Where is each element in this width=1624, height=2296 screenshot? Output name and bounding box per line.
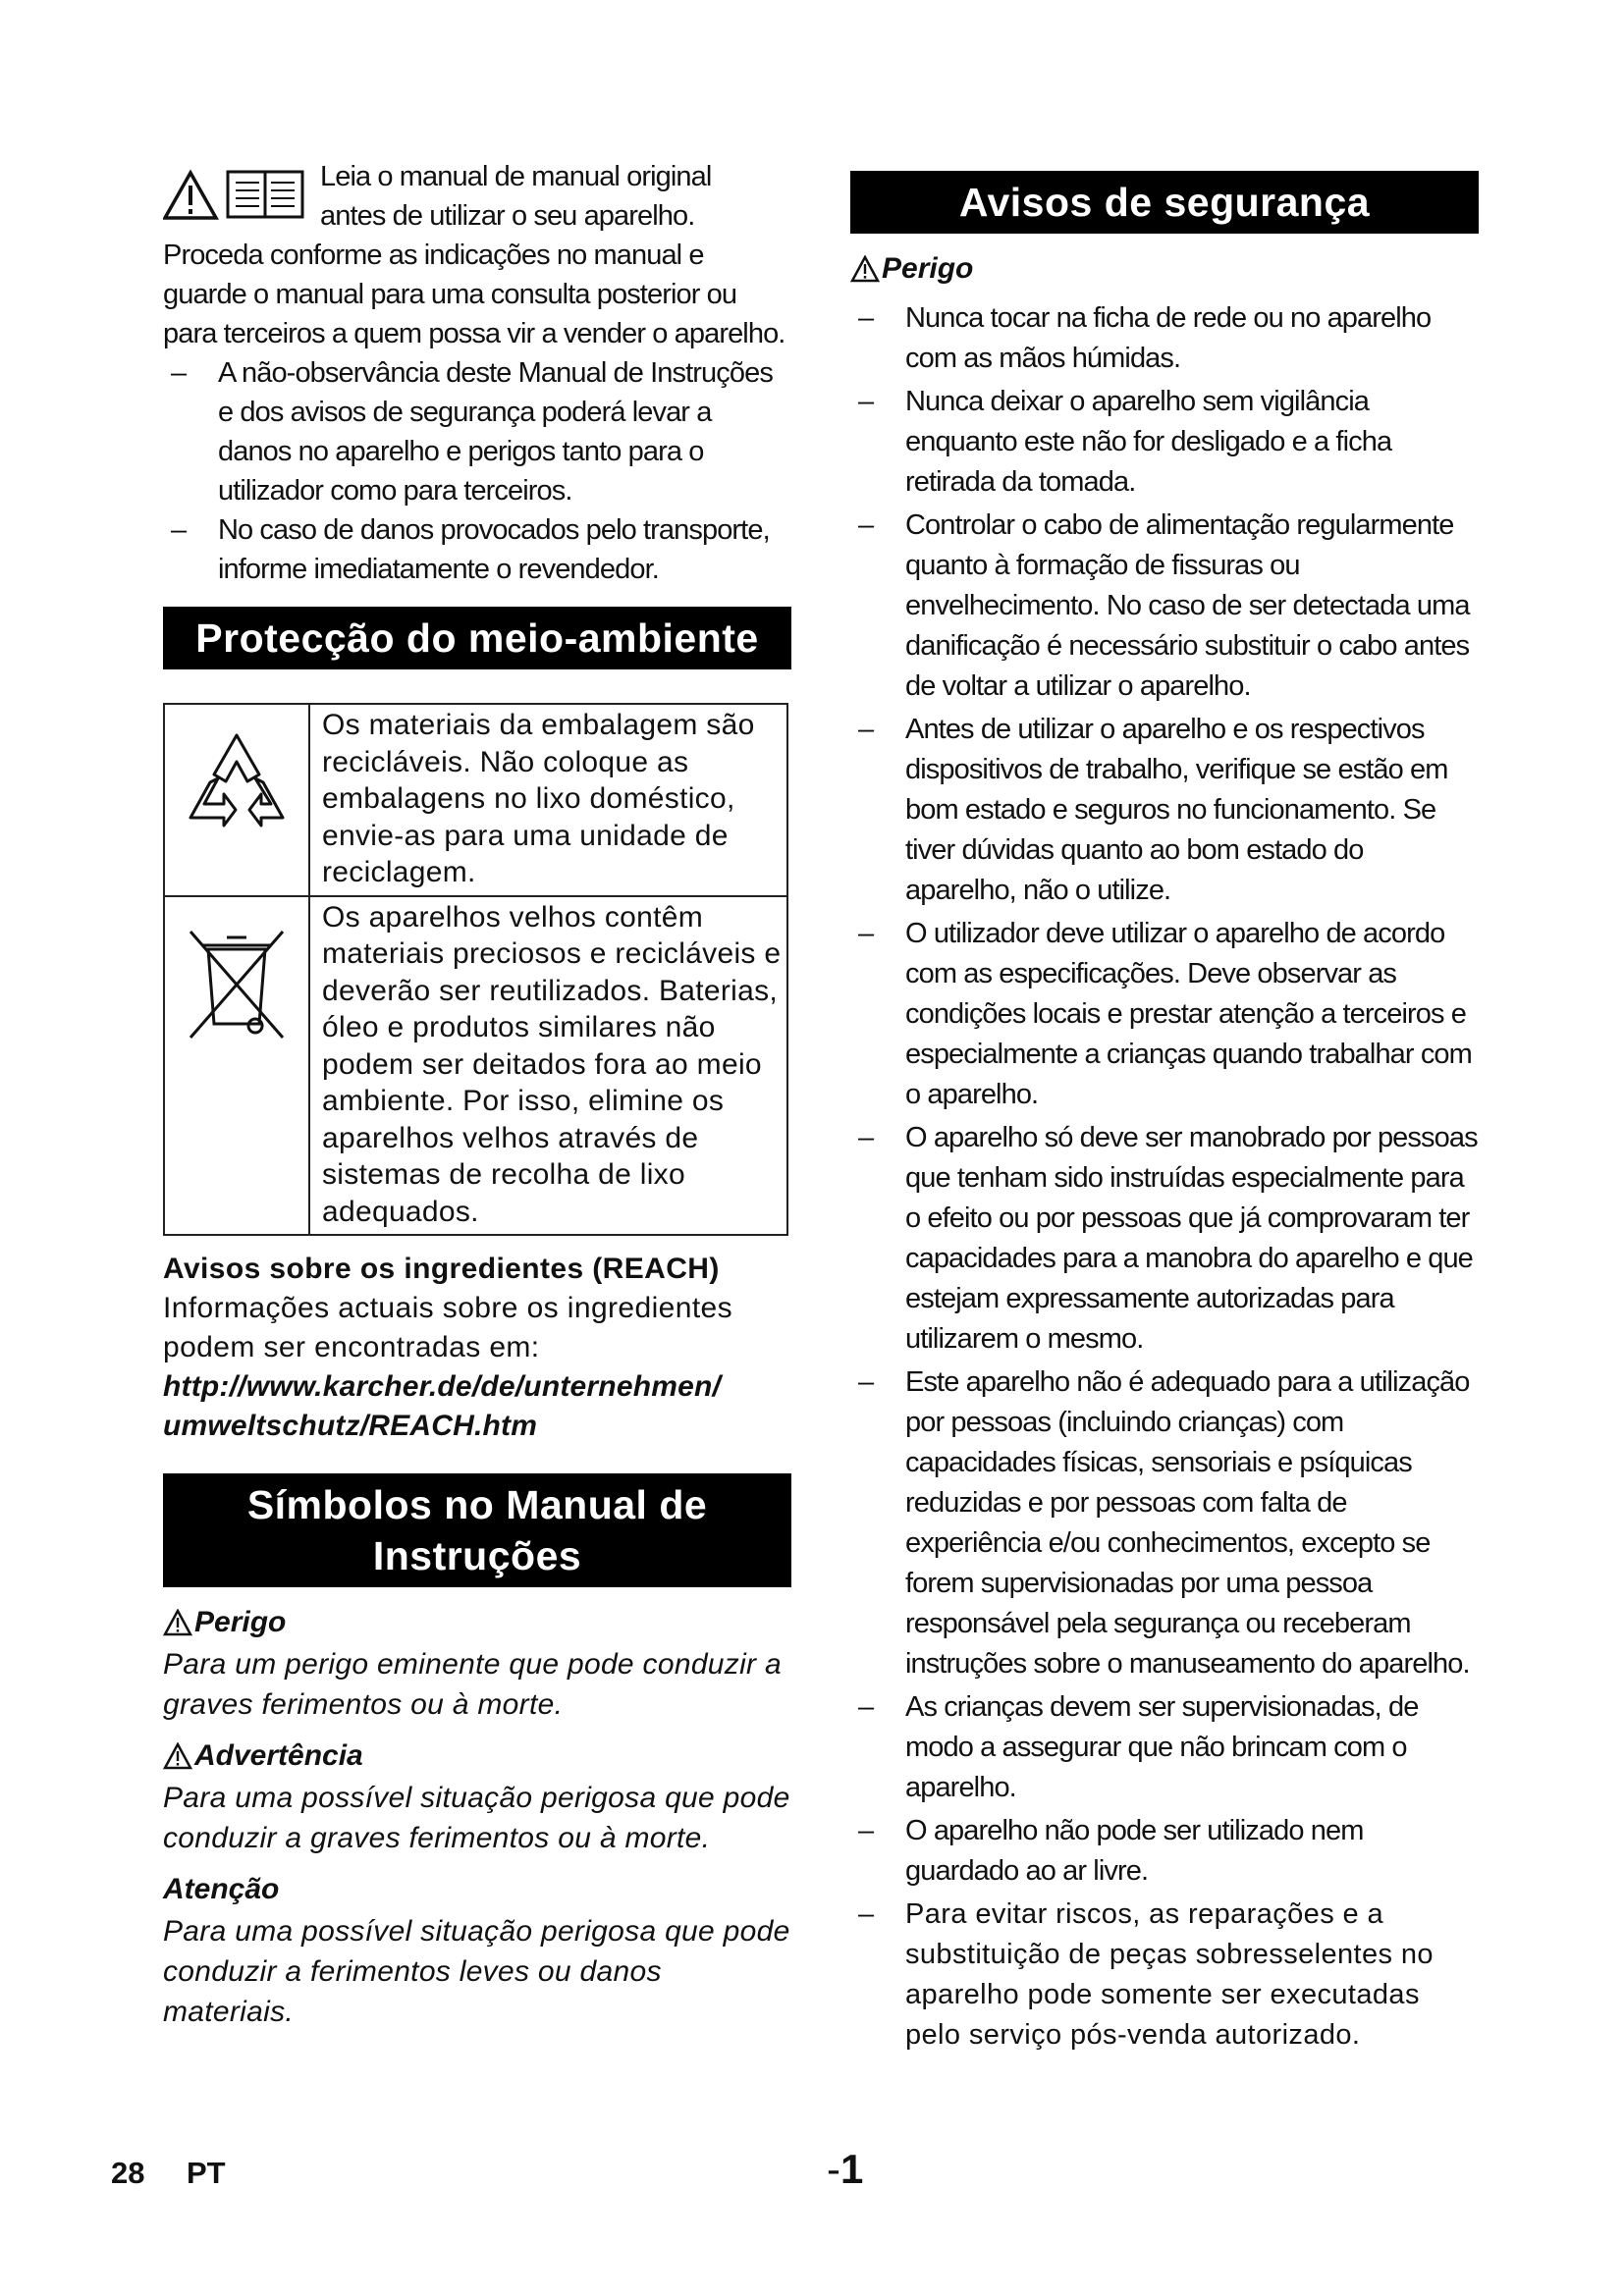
footer-language: PT xyxy=(187,2156,226,2190)
environment-table xyxy=(163,703,788,1236)
symbol-warning xyxy=(163,1735,791,1858)
safety-danger-label-row xyxy=(850,247,1479,291)
list-item: – No caso de danos provocados pelo transporte, informe imediatamente o revendedor. xyxy=(171,514,770,585)
symbol-warning-label: Advertência xyxy=(194,1739,363,1772)
symbol-caution xyxy=(163,1868,791,2032)
intro-line-1: Leia o manual de manual original xyxy=(320,161,712,192)
table-row xyxy=(164,896,787,1236)
warning-manual-icon xyxy=(163,169,310,222)
reach-title: Avisos sobre os ingredientes (REACH) xyxy=(163,1253,720,1285)
footer-page-number: 28 xyxy=(111,2156,145,2190)
list-item: – Controlar o cabo de alimentação regularmente quanto à formação de fissuras ou envelhecimento. No caso de ser detectada uma danificação é necessário substituir o cabo antes de voltar a utilizar o aparelho. xyxy=(858,509,1470,702)
bin-text: Os aparelhos velhos contêm materiais preciosos e recicláveis e deverão ser reutilizados. Baterias, óleo e produtos similares não podem ser deitados fora ao meio ambiente. Por isso, elimine os aparelhos velhos através de sistemas de recolha de lixo adequados. xyxy=(309,896,787,1236)
list-item: – Para evitar riscos, as reparações e a substituição de peças sobresselentes no aparelho pode somente ser executadas pelo serviço pós-venda autorizado. xyxy=(858,1898,1434,2051)
recycle-icon xyxy=(183,727,291,835)
list-item: – Este aparelho não é adequado para a utilização por pessoas (incluindo crianças) com capacidades físicas, sensoriais e psíquicas reduzidas e por pessoas com falta de experiência e/ou conhecimentos, excepto se forem supervisionadas por uma pessoa responsável pela segurança ou receberam instruções sobre o manuseamento do aparelho. xyxy=(858,1366,1470,1680)
warning-icon xyxy=(163,1609,192,1636)
symbol-caution-label: Atenção xyxy=(163,1873,280,1905)
list-item: – Antes de utilizar o aparelho e os respectivos dispositivos de trabalho, verifique se estão em bom estado e seguros no funcionamento. Se tiver dúvidas quanto ao bom estado do aparelho, não o utilize. xyxy=(858,714,1448,906)
warning-icon xyxy=(850,255,880,283)
intro-line-2: antes de utilizar o seu aparelho. xyxy=(320,200,695,232)
environment-heading: Protecção do meio-ambiente xyxy=(163,607,791,669)
list-item: – O aparelho só deve ser manobrado por pessoas que tenham sido instruídas especialmente para o efeito ou por pessoas que já comprovaram ter capacidades para a manobra do aparelho e que estejam expressamente autorizadas para utilizarem o mesmo. xyxy=(858,1122,1478,1355)
safety-heading: Avisos de segurança xyxy=(850,171,1479,234)
left-column xyxy=(163,157,791,2042)
recycle-text: Os materiais da embalagem são recicláveis. Não coloque as embalagens no lixo doméstico, envie-as para uma unidade de reciclagem. xyxy=(309,704,787,896)
symbols-heading-line-2: Instruções xyxy=(372,1533,582,1578)
symbols-heading xyxy=(163,1473,791,1587)
list-item: – A não-observância deste Manual de Instruções e dos avisos de segurança poderá levar a danos no aparelho e perigos tanto para o utilizador como para terceiros. xyxy=(171,357,773,507)
symbols-heading-line-1: Símbolos no Manual de xyxy=(246,1482,708,1527)
footer-section-number: -1 xyxy=(827,2146,864,2192)
intro-paragraph: Proceda conforme as indicações no manual e guarde o manual para uma consulta posterior ou para terceiros a quem possa vir a vender o aparelho. xyxy=(163,240,785,349)
list-item: – O utilizador deve utilizar o aparelho de acordo com as especificações. Deve observar as condições locais e prestar atenção a terceiros e especialmente a crianças quando trabalhar com o aparelho. xyxy=(858,918,1472,1110)
intro-bullet-list xyxy=(163,353,791,589)
list-item: – O aparelho não pode ser utilizado nem guardado ao ar livre. xyxy=(858,1815,1364,1887)
reach-url-line-2: umweltschutz/REACH.htm xyxy=(163,1410,538,1442)
list-item: – As crianças devem ser supervisionadas, de modo a assegurar que não brincam com o aparelho. xyxy=(858,1691,1419,1803)
table-row xyxy=(164,704,787,896)
symbol-danger-label: Perigo xyxy=(194,1606,287,1638)
right-column xyxy=(850,171,1479,2056)
crossed-bin-icon xyxy=(183,916,291,1053)
symbol-caution-text: Para uma possível situação perigosa que pode conduzir a ferimentos leves ou danos materiais. xyxy=(163,1915,790,2028)
intro-section xyxy=(163,157,791,589)
list-item: – Nunca deixar o aparelho sem vigilância enquanto este não for desligado e a ficha retirada da tomada. xyxy=(858,386,1392,498)
safety-bullet-list xyxy=(850,298,1479,2056)
reach-url-line-1: http://www.karcher.de/de/unternehmen/ xyxy=(163,1370,722,1403)
list-item: – Nunca tocar na ficha de rede ou no aparelho com as mãos húmidas. xyxy=(858,302,1432,374)
recycle-icon-cell xyxy=(164,704,309,896)
symbol-danger-text: Para um perigo eminente que pode conduzir a graves ferimentos ou à morte. xyxy=(163,1648,782,1721)
symbol-danger xyxy=(163,1601,791,1725)
crossed-bin-icon-cell xyxy=(164,896,309,1236)
warning-icon xyxy=(163,1742,192,1770)
reach-text: Informações actuais sobre os ingredientes podem ser encontradas em: xyxy=(163,1292,733,1363)
safety-danger-label: Perigo xyxy=(882,252,974,285)
symbol-warning-text: Para uma possível situação perigosa que pode conduzir a graves ferimentos ou à morte. xyxy=(163,1782,790,1854)
